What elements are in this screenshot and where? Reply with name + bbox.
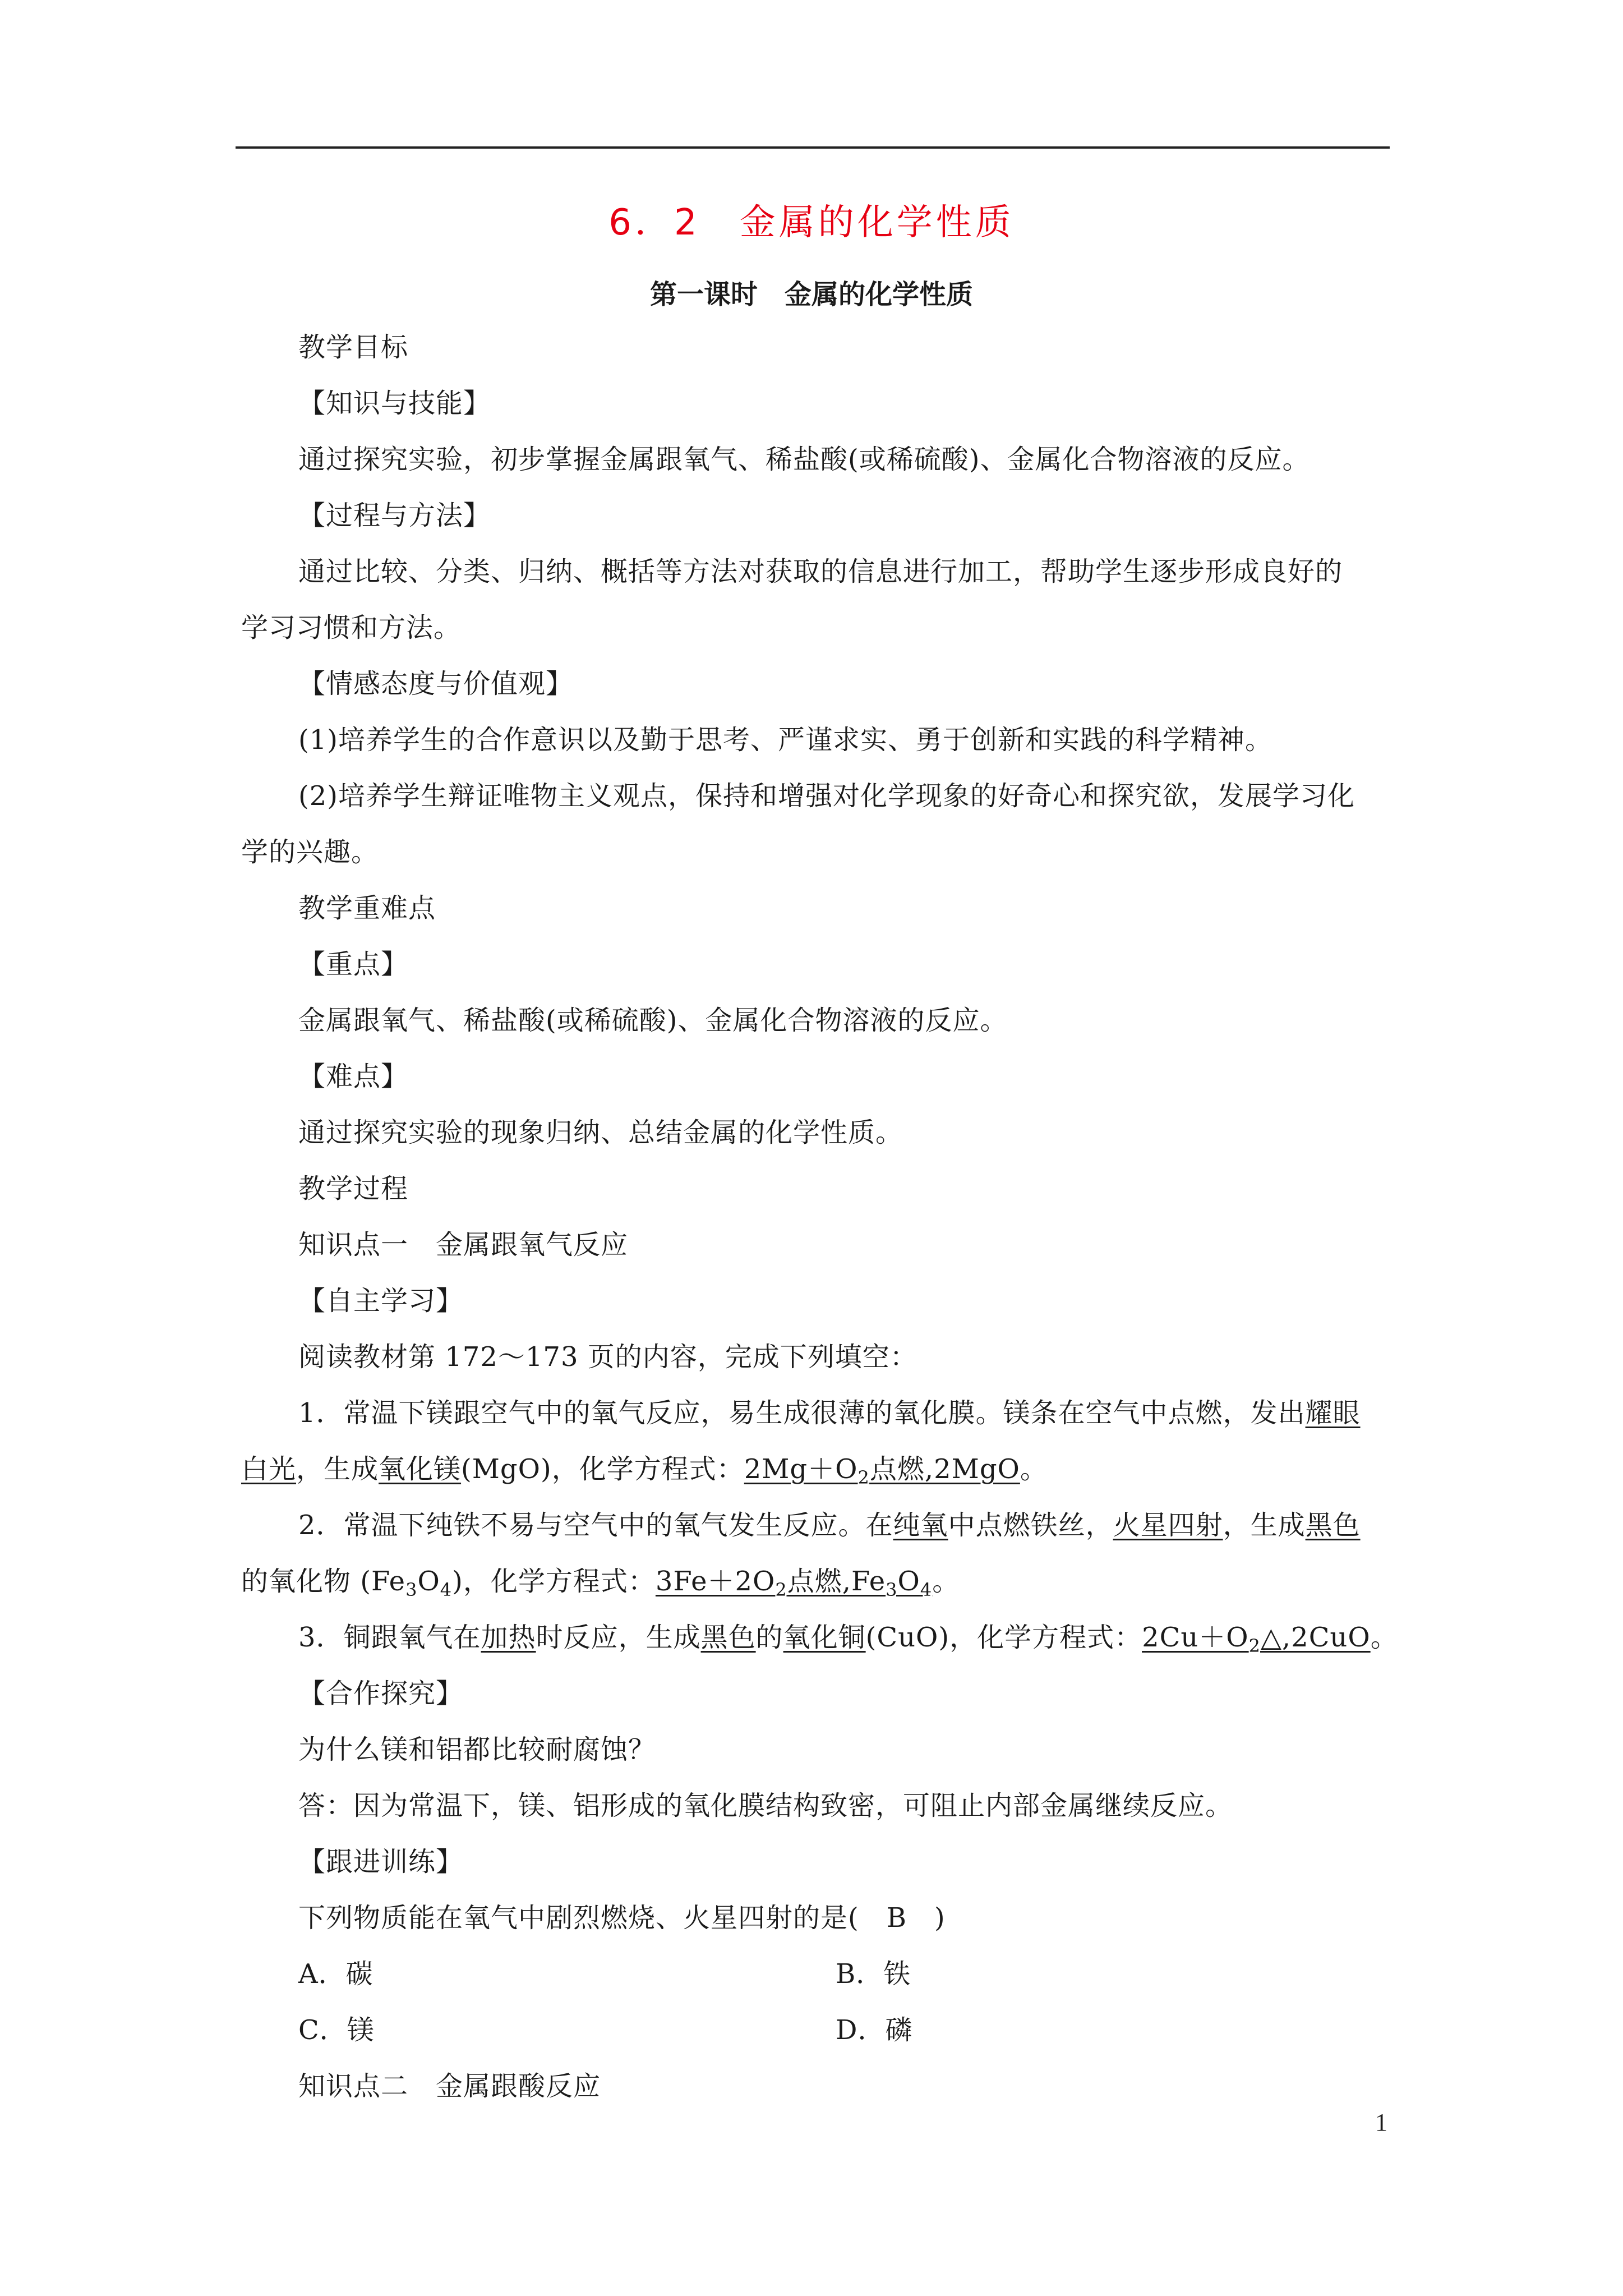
blank-answer: 加热 — [481, 1622, 536, 1653]
emotion-item-1: (1)培养学生的合作意识以及勤于思考、严谨求实、勇于创新和实践的科学精神。 — [298, 724, 1272, 756]
exercise-question: 下列物质能在氧气中剧烈燃烧、火星四射的是( B ) — [298, 1902, 946, 1934]
cooperation-question: 为什么镁和铝都比较耐腐蚀？ — [298, 1734, 656, 1765]
difficulty-heading: 教学重难点 — [298, 892, 436, 924]
blank-answer: 黑色 — [700, 1622, 756, 1653]
blank-answer: 耀眼 — [1305, 1397, 1361, 1429]
knowledge-point-1: 知识点一 金属跟氧气反应 — [298, 1229, 629, 1260]
blank-answer: 氧化铜 — [783, 1622, 866, 1653]
item-2-line1: 2．常温下纯铁不易与空气中的氧气发生反应。在纯氧中点燃铁丝，火星四射，生成黑色 — [298, 1510, 1361, 1541]
self-study-heading: 【自主学习】 — [298, 1285, 464, 1317]
header-rule — [236, 146, 1390, 149]
goals-heading: 教学目标 — [298, 332, 409, 363]
equation-answer: $2Mg+O_2$点燃,2MgO — [744, 1453, 1020, 1488]
hard-point-heading: 【难点】 — [298, 1061, 409, 1092]
follow-up-heading: 【跟进训练】 — [298, 1846, 464, 1878]
key-point-text: 金属跟氧气、稀盐酸(或稀硫酸)、金属化合物溶液的反应。 — [298, 1005, 1008, 1036]
option-d: D．磷 — [836, 2014, 913, 2046]
equation-answer: $2Cu+O_2\triangle,2CuO$ — [1142, 1622, 1371, 1657]
equation-answer: $3Fe+2O_2$点燃$,Fe_3O_4$ — [655, 1566, 933, 1600]
hard-point-text: 通过探究实验的现象归纳、总结金属的化学性质。 — [298, 1117, 903, 1148]
blank-answer: 黑色 — [1305, 1510, 1361, 1541]
item-3-line1: 3．铜跟氧气在加热时反应，生成黑色的氧化铜(CuO)，化学方程式：$2Cu+O_2\triangle,2CuO$。 — [298, 1622, 1398, 1657]
process-text-line1: 通过比较、分类、归纳、概括等方法对获取的信息进行加工，帮助学生逐步形成良好的 — [298, 556, 1343, 587]
option-b: B．铁 — [836, 1958, 911, 1990]
knowledge-heading: 【知识与技能】 — [298, 388, 491, 419]
blank-answer: 火星四射 — [1113, 1510, 1223, 1541]
teaching-process-heading: 教学过程 — [298, 1173, 409, 1204]
blank-answer: 白光 — [241, 1453, 297, 1485]
cooperation-heading: 【合作探究】 — [298, 1678, 464, 1709]
cooperation-answer: 答：因为常温下，镁、铝形成的氧化膜结构致密，可阻止内部金属继续反应。 — [298, 1790, 1233, 1821]
lesson-subtitle: 第一课时 金属的化学性质 — [649, 279, 973, 310]
page-title: 6．2 金属的化学性质 — [608, 202, 1015, 243]
reading-instruction: 阅读教材第 172～173 页的内容，完成下列填空： — [298, 1341, 917, 1373]
blank-answer: 氧化镁 — [379, 1453, 462, 1485]
option-a: A．碳 — [298, 1958, 374, 1990]
process-heading: 【过程与方法】 — [298, 500, 491, 531]
blank-answer: 纯氧 — [893, 1510, 948, 1541]
key-point-heading: 【重点】 — [298, 949, 409, 980]
knowledge-text: 通过探究实验，初步掌握金属跟氧气、稀盐酸(或稀硫酸)、金属化合物溶液的反应。 — [298, 444, 1310, 475]
option-c: C．镁 — [298, 2014, 375, 2046]
emotion-heading: 【情感态度与价值观】 — [298, 668, 574, 700]
emotion-item-2-line1: (2)培养学生辩证唯物主义观点，保持和增强对化学现象的好奇心和探究欲，发展学习化 — [298, 780, 1355, 812]
knowledge-point-2: 知识点二 金属跟酸反应 — [298, 2070, 601, 2102]
emotion-item-2-line2: 学的兴趣。 — [241, 836, 379, 868]
item-1-line1: 1．常温下镁跟空气中的氧气反应，易生成很薄的氧化膜。镁条在空气中点燃，发出耀眼 — [298, 1397, 1361, 1429]
page-number: 1 — [1375, 2109, 1387, 2136]
item-1-line2: 白光，生成氧化镁(MgO)，化学方程式：$2Mg+O_2$点燃,2MgO。 — [241, 1453, 1048, 1488]
item-2-line2: 的氧化物 $(Fe_3O_4)$，化学方程式：$3Fe+2O_2$点燃$,Fe_3O_4$。 — [241, 1566, 960, 1600]
process-text-line2: 学习习惯和方法。 — [241, 612, 462, 643]
